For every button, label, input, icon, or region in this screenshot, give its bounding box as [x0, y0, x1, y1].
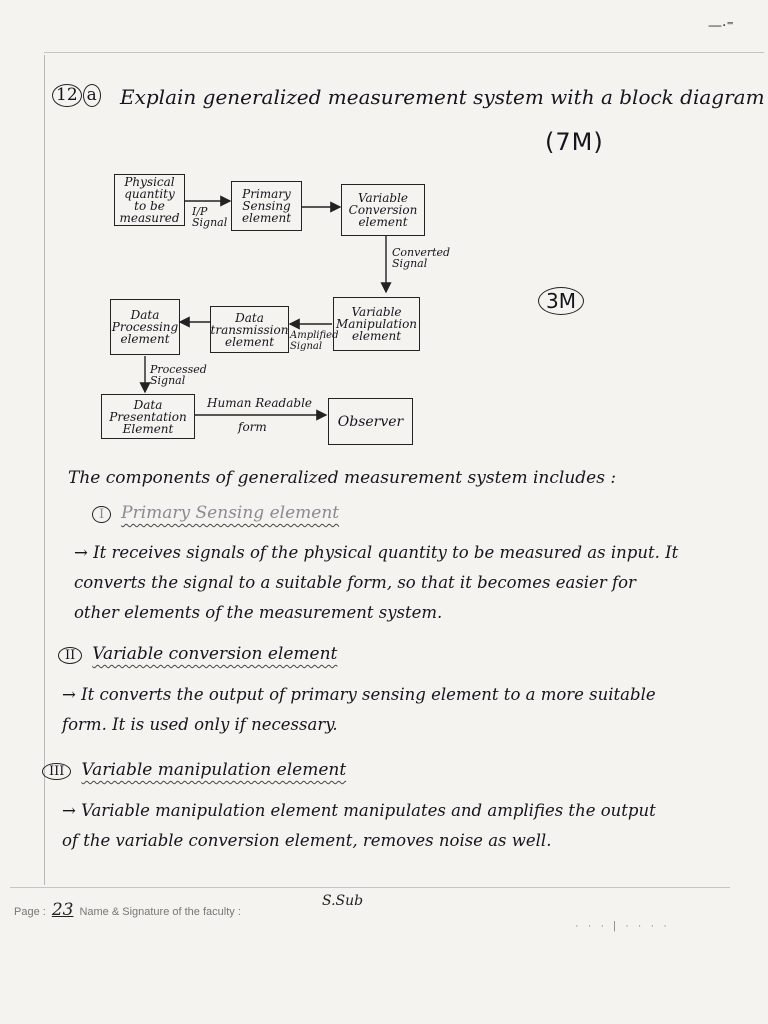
block-data-transmission: Data transmission element [210, 306, 289, 353]
section-3-numeral: III [42, 763, 71, 780]
section-2-numeral: II [58, 647, 82, 664]
label-converted-signal: Converted Signal [392, 246, 451, 270]
section-1-heading [92, 503, 339, 523]
section-3-heading [42, 760, 346, 780]
block-data-processing: Data Processing element [110, 299, 180, 355]
page-footer [14, 900, 241, 920]
section-2-title: Variable conversion element [92, 644, 338, 664]
label-form: form [238, 420, 267, 434]
block-variable-conversion: Variable Conversion element [341, 184, 425, 236]
label-amplified-signal: Amplified Signal [290, 330, 339, 352]
marks-diagram: 3M [538, 287, 584, 315]
question-text: Explain generalized measurement system with a block diagram [120, 85, 765, 109]
faculty-signature: S.Sub [322, 893, 364, 909]
section-2-heading [58, 644, 337, 664]
faculty-label: Name & Signature of the faculty : [79, 906, 241, 918]
footer-right-marks: · · · | · · · · [575, 920, 670, 932]
question-part: a [83, 84, 101, 107]
section-1-numeral: I [92, 506, 111, 523]
section-2-text: → It converts the output of primary sensing element to a more suitable form. It is used only if necessary. [62, 685, 656, 734]
section-3-text: → Variable manipulation element manipulates and amplifies the output of the variable conversion element, removes noise as well. [62, 801, 656, 850]
page-label: Page : [14, 906, 46, 918]
block-observer: Observer [328, 398, 413, 445]
label-processed-signal: Processed Signal [150, 363, 207, 387]
section-1-text: → It receives signals of the physical quantity to be measured as input. It converts the signal to a suitable form, so that it becomes easier for other elements of the measurement system. [74, 543, 679, 622]
block-variable-manipulation: Variable Manipulation element [333, 297, 420, 351]
intro-text: The components of generalized measurement system includes : [68, 468, 617, 488]
label-ip-signal: I/P Signal [192, 205, 228, 229]
question-number-value: 12 [52, 84, 82, 107]
block-data-presentation: Data Presentation Element [101, 394, 195, 439]
section-3-title: Variable manipulation element [81, 760, 347, 780]
section-1-title: Primary Sensing element [121, 503, 340, 523]
block-primary-sensing: Primary Sensing element [231, 181, 302, 231]
marks-total: (7M) [545, 128, 604, 156]
block-physical-quantity: Physical quantity to be measured [114, 174, 185, 226]
label-human-readable: Human Readable [207, 396, 313, 410]
corner-scribble: —·⁼ [708, 18, 734, 34]
page-number: 23 [51, 900, 74, 920]
